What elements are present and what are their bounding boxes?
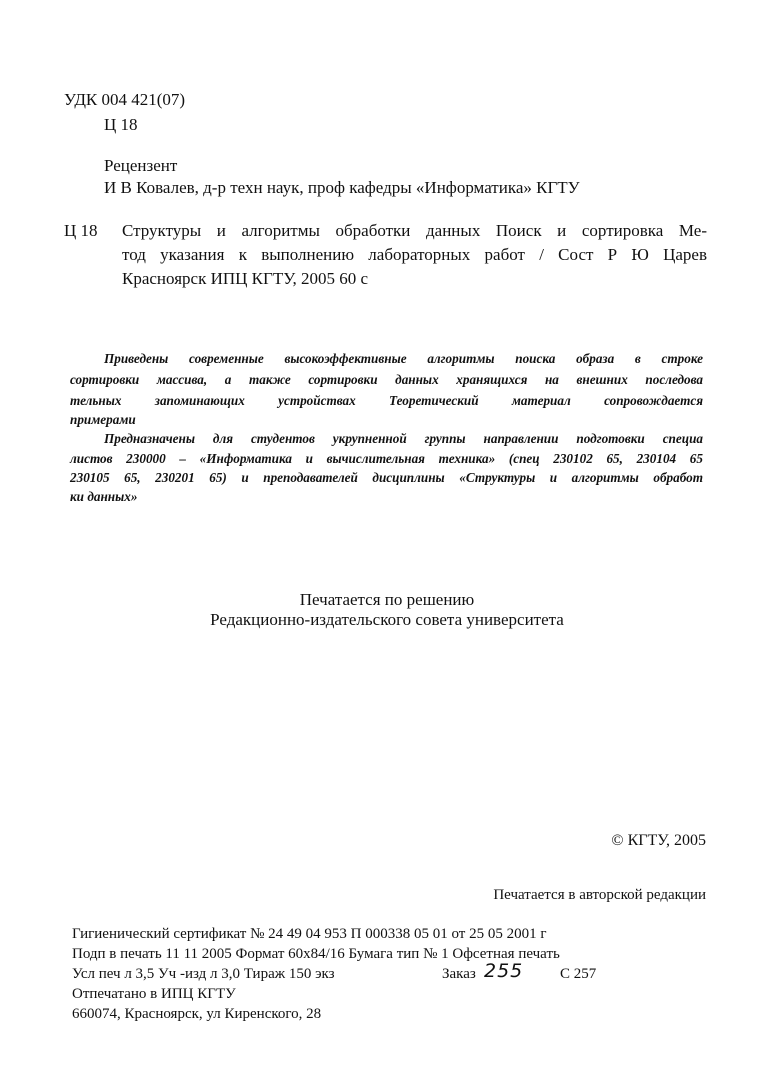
abstract-line-5: Предназначены для студентов укрупненной группы направлении подготовки специа <box>104 431 703 446</box>
abstract-line-8: ки данных» <box>70 489 138 504</box>
publication-decision-line-2: Редакционно-издательского совета университета <box>210 610 564 629</box>
reviewer-label: Рецензент <box>104 156 178 175</box>
publication-decision-line-1: Печатается по решению <box>299 590 475 609</box>
author-mark: Ц 18 <box>104 115 138 134</box>
imprint-line-5: 660074, Красноярск, ул Киренского, 28 <box>72 1006 322 1022</box>
imprint-line-3-print-data: Усл печ л 3,5 Уч -изд л 3,0 Тираж 150 экз <box>72 966 335 982</box>
imprint-line-4: Отпечатано в ИПЦ КГТУ <box>72 986 236 1002</box>
abstract-line-7: 230105 65, 230201 65) и преподавателей дисциплины «Структуры и алгоритмы обработ <box>70 470 703 485</box>
abstract-line-4: примерами <box>70 412 136 427</box>
imprint-order-label: Заказ <box>442 966 476 982</box>
bibliographic-mark: Ц 18 <box>64 221 98 240</box>
abstract-line-1: Приведены современные высокоэффективные алгоритмы поиска образа в строке <box>104 351 703 366</box>
bibliographic-line-2: тод указания к выполнению лабораторных работ / Сост Р Ю Царев <box>122 245 707 264</box>
copyright: © КГТУ, 2005 <box>611 832 706 849</box>
abstract-line-2: сортировки массива, а также сортировки данных хранящихся на внешних последова <box>70 372 703 387</box>
imprint-line-1: Гигиенический сертификат № 24 49 04 953 П 000338 05 01 от 25 05 2001 г <box>72 926 547 942</box>
bibliographic-line-1: Структуры и алгоритмы обработки данных Поиск и сортировка Ме- <box>122 221 707 240</box>
imprint-line-2: Подп в печать 11 11 2005 Формат 60х84/16 Бумага тип № 1 Офсетная печать <box>72 946 560 962</box>
author-edition-note: Печатается в авторской редакции <box>493 887 706 903</box>
imprint-line-3-code: С 257 <box>560 966 597 982</box>
imprint-order-number: 255 <box>484 960 524 982</box>
abstract-line-3: тельных запоминающих устройствах Теоретический материал сопровождается <box>70 393 703 408</box>
bibliographic-line-3: Красноярск ИПЦ КГТУ, 2005 60 с <box>122 269 369 288</box>
reviewer-text: И В Ковалев, д-р техн наук, проф кафедры «Информатика» КГТУ <box>104 178 580 197</box>
udk-code: УДК 004 421(07) <box>64 90 186 109</box>
abstract-line-6: листов 230000 – «Информатика и вычислительная техника» (спец 230102 65, 230104 65 <box>70 451 703 466</box>
